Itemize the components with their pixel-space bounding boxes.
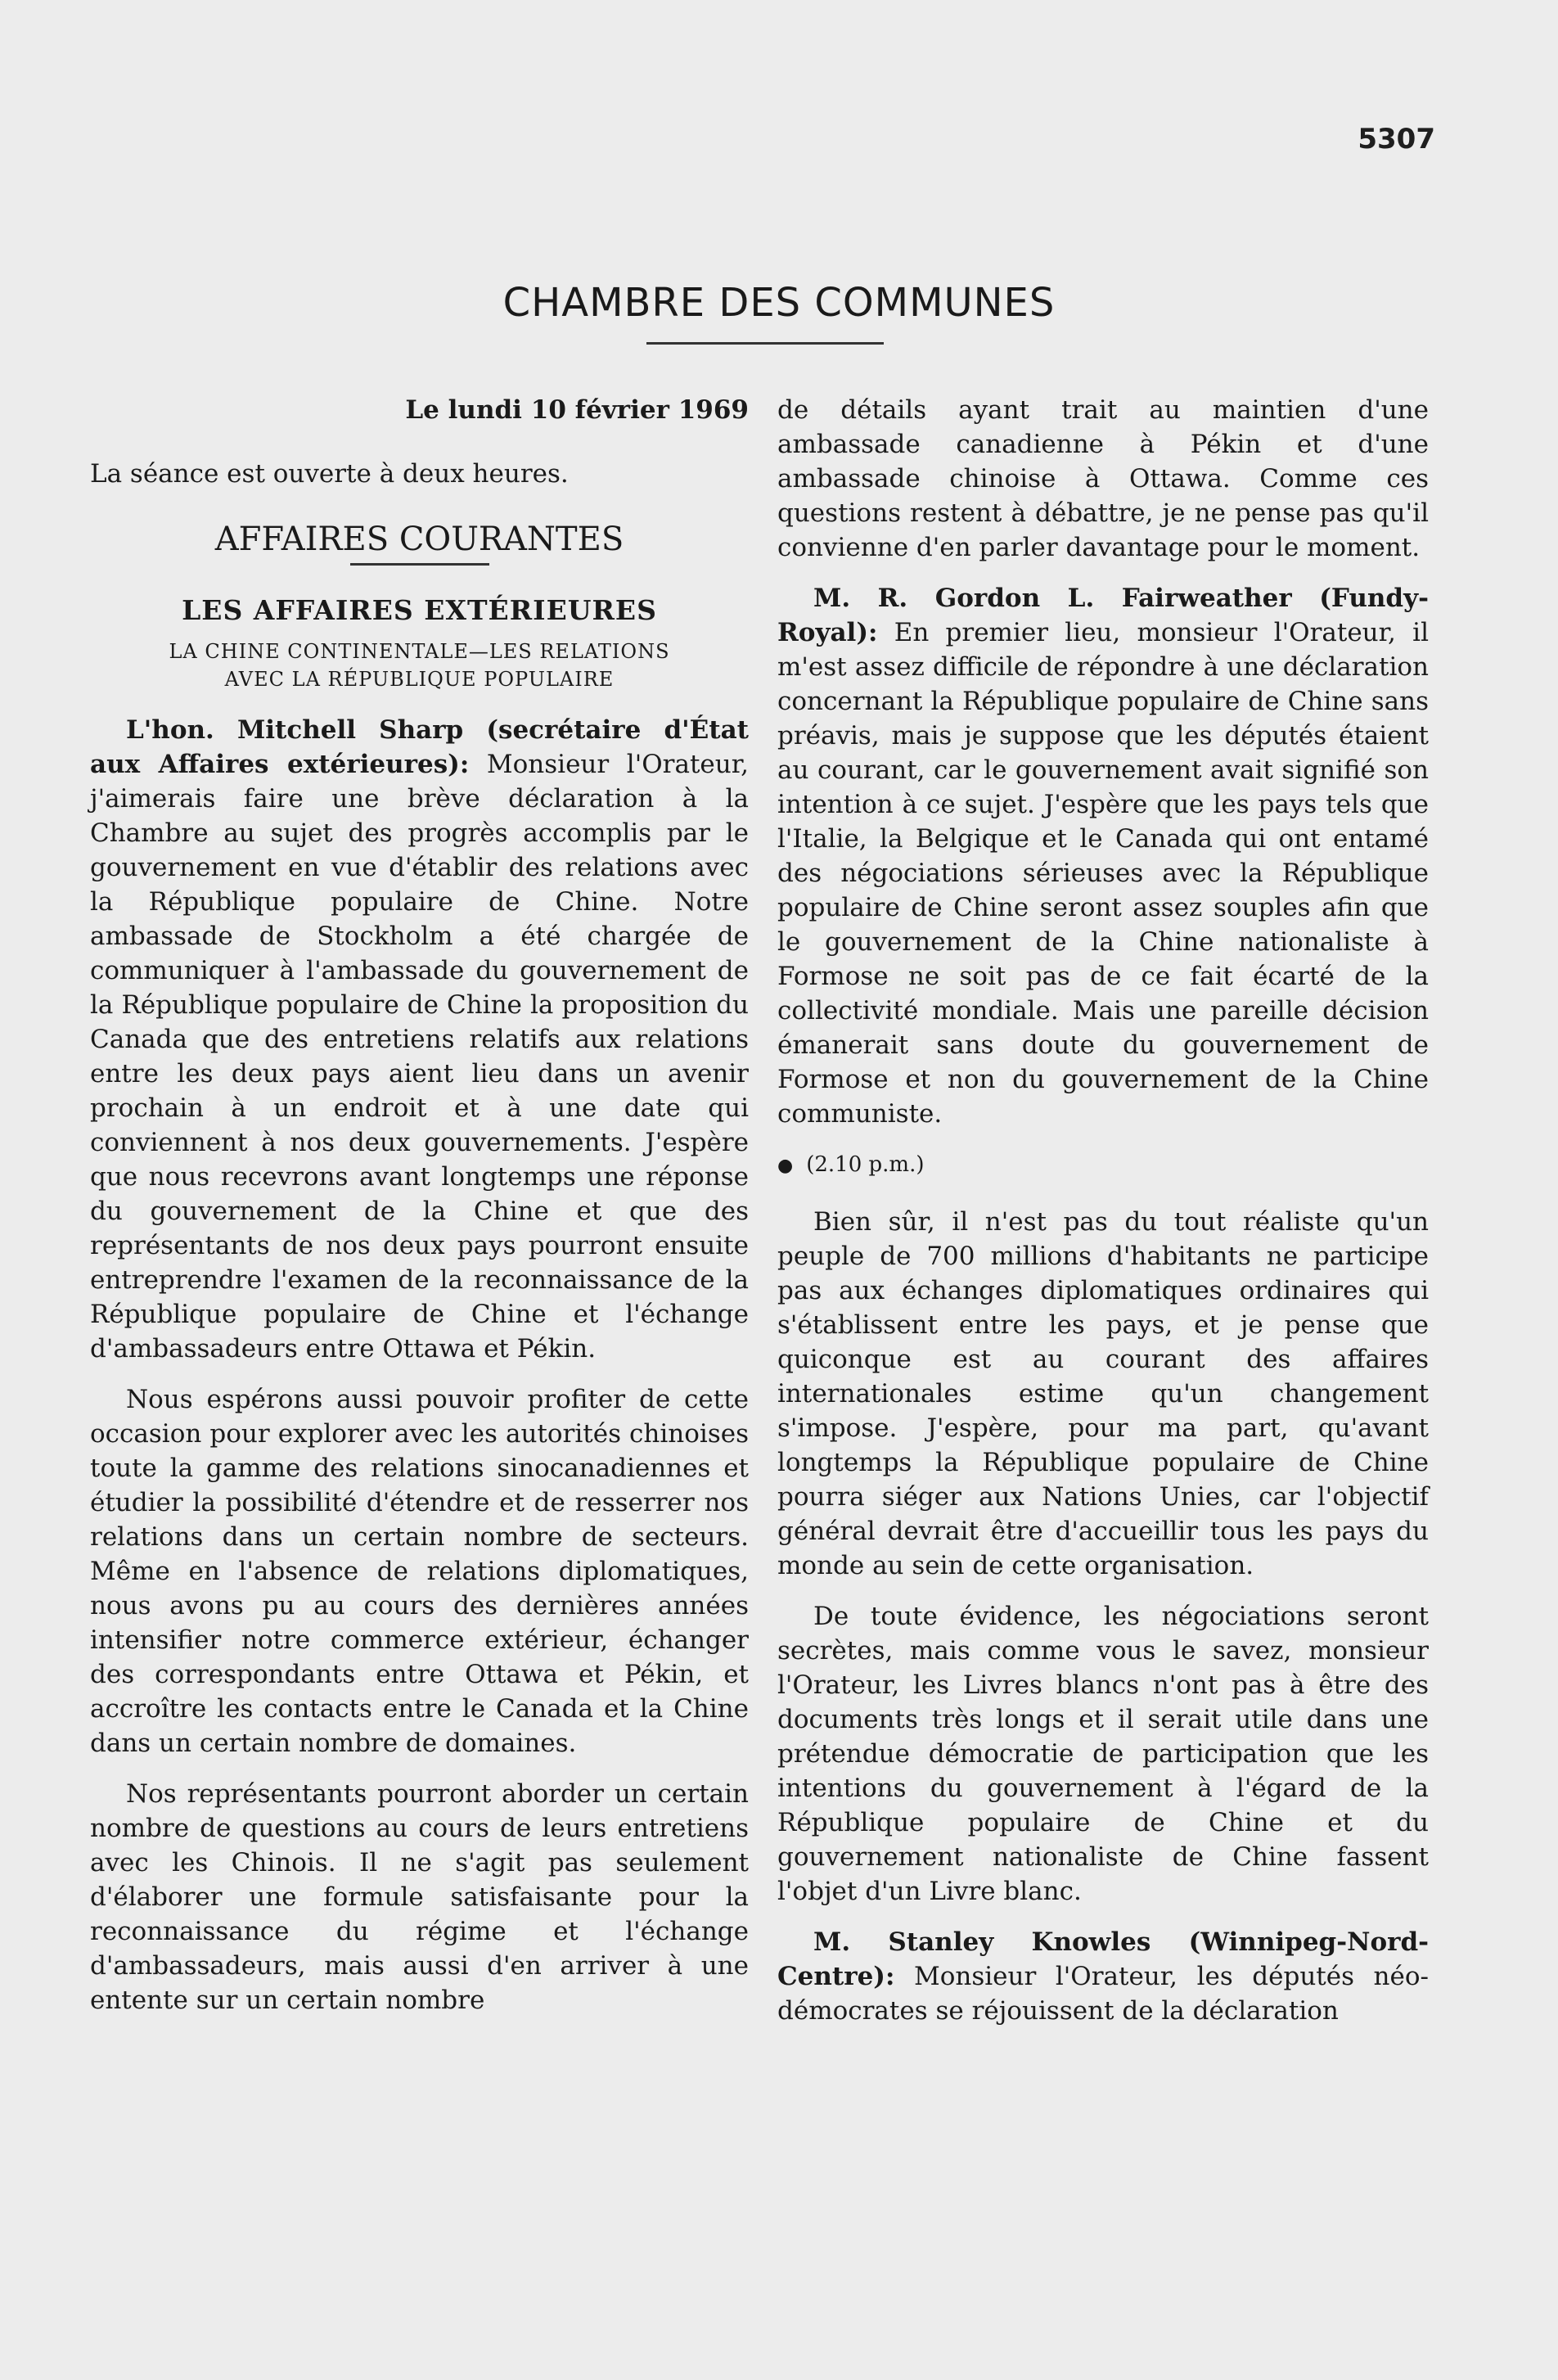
- sub-heading: LES AFFAIRES EXTÉRIEURES: [182, 594, 657, 626]
- time-marker: [777, 1147, 1429, 1183]
- section-heading: AFFAIRES COURANTES: [214, 521, 624, 558]
- time-marker-text: (2.10 p.m.): [806, 1152, 925, 1177]
- paragraph-text: Monsieur l'Orateur, j'aimerais faire une brève déclaration à la Chambre au sujet des progrès accomplis par le gouvernement en vue d'établir des relations avec la République populaire de Chine. Notre ambassade de Stockholm a été chargée de communiquer à l'ambassade du gouvernement de la République populaire de Chine la proposition du Canada que des entretiens relatifs aux relations entre les deux pays aient lieu dans un avenir prochain à un endroit et à une date qui conviennent à nos deux gouvernements. J'espère que nous recevrons avant longtemps une réponse du gouvernement de la Chine et que des représentants de nos deux pays pourront ensuite entreprendre l'examen de la reconnaissance de la République populaire de Chine et l'échange d'ambassadeurs entre Ottawa et Pékin.: [90, 750, 749, 1364]
- topic-heading-line-1: LA CHINE CONTINENTALE—LES RELATIONS: [169, 640, 670, 663]
- speaker-name: M. R. Gordon L. Fairweather (Fundy-Royal):: [777, 584, 1429, 647]
- paragraph: [90, 713, 749, 1366]
- speaker-name: M. Stanley Knowles (Winnipeg-Nord-Centre):: [777, 1927, 1429, 1991]
- section-rule: [350, 563, 489, 566]
- bullet-icon: ●: [777, 1156, 794, 1176]
- paragraph: De toute évidence, les négociations seront secrètes, mais comme vous le savez, monsieur l'Orateur, les Livres blancs n'ont pas à être des documents très longs et il serait utile dans une prétendue démocratie de participation que les intentions du gouvernement à l'égard de la République populaire de Chine et du gouvernement nationaliste de Chine fassent l'objet d'un Livre blanc.: [777, 1602, 1429, 1906]
- title-rule: [646, 342, 884, 345]
- paragraph: Nos représentants pourront aborder un certain nombre de questions au cours de leurs entretiens avec les Chinois. Il ne s'agit pas seulement d'élaborer une formule satisfaisante pour la reconnaissance du régime et l'échange d'ambassadeurs, mais aussi d'en arriver à une entente sur un certain nombre: [90, 1779, 749, 2015]
- paragraph: Bien sûr, il n'est pas du tout réaliste qu'un peuple de 700 millions d'habitants ne participe pas aux échanges diplomatiques ordinaires qui s'établissent entre les pays, et je pense que quiconque est au courant des affaires internationales estime qu'un changement s'impose. J'espère, pour ma part, qu'avant longtemps la République populaire de Chine pourra siéger aux Nations Unies, car l'objectif général devrait être d'accueillir tous les pays du monde au sein de cette organisation.: [777, 1207, 1429, 1580]
- opening-statement: La séance est ouverte à deux heures.: [90, 459, 569, 489]
- paragraph: de détails ayant trait au maintien d'une ambassade canadienne à Pékin et d'une ambassade chinoise à Ottawa. Comme ces questions restent à débattre, je ne pense pas qu'il convienne d'en parler davantage pour le moment.: [777, 395, 1429, 562]
- page-title: CHAMBRE DES COMMUNES: [502, 280, 1056, 327]
- left-column: [90, 393, 749, 2034]
- topic-heading: [90, 638, 749, 693]
- paragraph: [777, 1925, 1429, 2028]
- right-column: [777, 393, 1429, 2044]
- page-number: 5307: [1358, 123, 1435, 156]
- speaker-name: L'hon. Mitchell Sharp (secrétaire d'État aux Affaires extérieures):: [90, 715, 749, 779]
- paragraph-text: Monsieur l'Orateur, les députés néo-démocrates se réjouissent de la déclaration: [777, 1962, 1429, 2026]
- paragraph-text: En premier lieu, monsieur l'Orateur, il m'est assez difficile de répondre à une déclaration concernant la République populaire de Chine sans préavis, mais je suppose que les députés étaient au courant, car le gouvernement avait signifié son intention à ce sujet. J'espère que les pays tels que l'Italie, la Belgique et le Canada qui ont entamé des négociations sérieuses avec la République populaire de Chine seront assez souples afin que le gouvernement de la Chine nationaliste à Formose ne soit pas de ce fait écarté de la collectivité mondiale. Mais une pareille décision émanerait sans doute du gouvernement de Formose et non du gouvernement de la Chine communiste.: [777, 618, 1429, 1129]
- topic-heading-line-2: AVEC LA RÉPUBLIQUE POPULAIRE: [224, 668, 615, 691]
- paragraph: [777, 581, 1429, 1131]
- sitting-date: Le lundi 10 février 1969: [405, 395, 749, 425]
- paragraph: Nous espérons aussi pouvoir profiter de cette occasion pour explorer avec les autorités chinoises toute la gamme des relations sinocanadiennes et étudier la possibilité d'étendre et de resserrer nos relations dans un certain nombre de secteurs. Même en l'absence de relations diplomatiques, nous avons pu au cours des dernières années intensifier notre commerce extérieur, échanger des correspondants entre Ottawa et Pékin, et accroître les contacts entre le Canada et la Chine dans un certain nombre de domaines.: [90, 1385, 749, 1758]
